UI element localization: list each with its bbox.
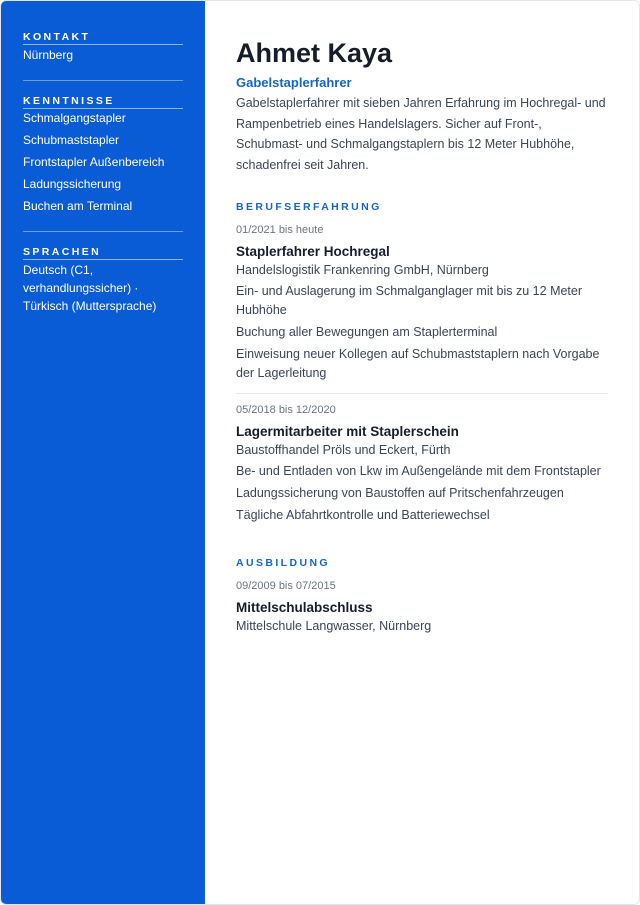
skill-item: Schubmaststapler [23, 133, 120, 147]
contact-location: Nürnberg [23, 48, 74, 62]
education-date: 09/2009 bis 07/2015 [236, 580, 336, 592]
job-bullet: Be- und Entladen von Lkw im Außengelände mit dem Frontstapler [236, 464, 601, 478]
sidebar [1, 1, 205, 904]
job-bullet: Ladungssicherung von Baustoffen auf Pritschenfahrzeugen [236, 486, 564, 500]
profile-summary: Gabelstaplerfahrer mit sieben Jahren Erfahrung im Hochregal- und Rampenbetrieb eines Handelslagers. Sicher auf Front-, Schubmast- und Schmalgangstaplern bis 12 Meter Hubhöhe, schadenfrei seit Jahren. [236, 96, 606, 172]
job-bullet: Ein- und Auslagerung im Schmalganglager mit bis zu 12 Meter Hubhöhe [236, 284, 583, 317]
skills-heading: KENNTNISSE [23, 95, 183, 109]
languages-heading: SPRACHEN [23, 246, 183, 260]
experience-heading: BERUFSERFAHRUNG [236, 201, 382, 213]
contact-section [23, 31, 183, 64]
skills-section [23, 95, 183, 215]
job-date: 01/2021 bis heute [236, 224, 324, 236]
skill-item: Schmalgangstapler [23, 111, 126, 125]
skill-item: Buchen am Terminal [23, 199, 133, 213]
sidebar-divider [23, 231, 183, 232]
person-name: Ahmet Kaya [236, 38, 393, 68]
job-entry [236, 223, 608, 389]
skill-item: Ladungssicherung [23, 177, 122, 191]
job-bullet: Einweisung neuer Kollegen auf Schubmaststaplern nach Vorgabe der Lagerleitung [236, 347, 600, 380]
job-bullet: Buchung aller Bewegungen am Staplerterminal [236, 325, 498, 339]
job-bullets [236, 282, 608, 383]
job-date: 05/2018 bis 12/2020 [236, 404, 336, 416]
job-entry [236, 393, 608, 531]
skill-item: Frontstapler Außenbereich [23, 155, 165, 169]
job-role: Gabelstaplerfahrer [236, 75, 352, 90]
job-title: Staplerfahrer Hochregal [236, 244, 390, 259]
job-title: Lagermitarbeiter mit Staplerschein [236, 424, 459, 439]
education-entry [236, 579, 608, 641]
education-heading: AUSBILDUNG [236, 557, 330, 569]
main-content [205, 1, 639, 904]
job-bullet: Tägliche Abfahrtkontrolle und Batteriewechsel [236, 508, 490, 522]
job-bullets [236, 462, 608, 525]
sidebar-divider [23, 80, 183, 81]
languages-section [23, 246, 183, 315]
job-company: Baustoffhandel Pröls und Eckert, Fürth [236, 443, 451, 457]
education-school: Mittelschule Langwasser, Nürnberg [236, 619, 432, 633]
contact-heading: KONTAKT [23, 31, 183, 45]
job-company: Handelslogistik Frankenring GmbH, Nürnberg [236, 263, 489, 277]
languages-text: Deutsch (C1, verhandlungssicher) · Türkisch (Muttersprache) [23, 263, 157, 313]
education-title: Mittelschulabschluss [236, 600, 373, 615]
